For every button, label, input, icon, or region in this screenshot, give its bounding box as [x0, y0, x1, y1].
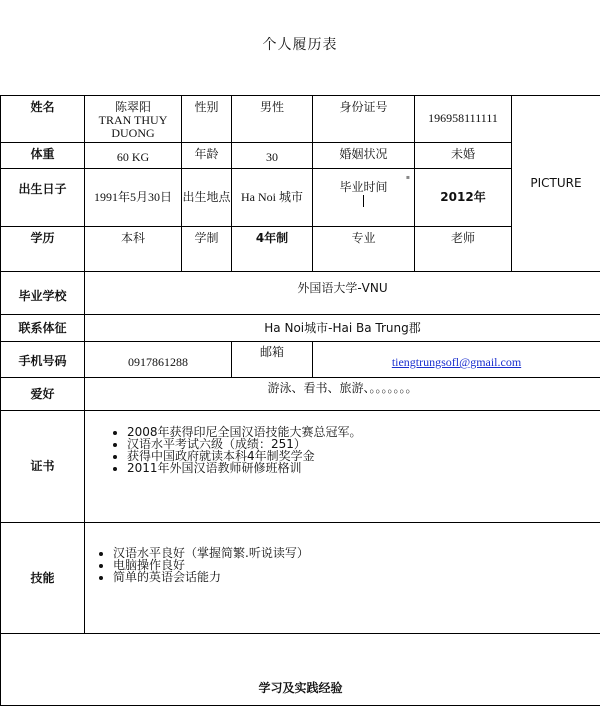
school-label: 毕业学校 [1, 272, 85, 315]
weight-label: 体重 [1, 143, 85, 169]
email-value[interactable] [313, 342, 600, 378]
id-value: 196958111111 [415, 96, 512, 143]
skills-list-cell [85, 523, 600, 634]
birthplace-value: Ha Noi 城市 [232, 169, 313, 227]
address-label: 联系体征 [1, 315, 85, 342]
page-title: 个人履历表 [0, 34, 600, 54]
name-value: 陈翠阳 TRAN THUY DUONG [85, 96, 182, 143]
resume-table [0, 95, 600, 706]
certificates-list-cell [85, 411, 600, 523]
school-value: 外国语大学-VNU [85, 272, 600, 315]
skills-list [85, 547, 600, 583]
certificates-label: 证书 [1, 411, 85, 523]
system-value: 4年制 [232, 227, 313, 272]
list-item: • 汉语水平良好（掌握简繁.听说读写） [113, 547, 600, 559]
phone-value: 0917861288 [85, 342, 232, 378]
education-value: 本科 [85, 227, 182, 272]
age-label: 年龄 [182, 143, 232, 169]
hobby-value: 游泳、看书、旅游、。。。。。。。 [85, 378, 600, 411]
phone-label: 手机号码 [1, 342, 85, 378]
marital-label: 婚姻状况 [313, 143, 415, 169]
cell-handle-icon[interactable]: ▪ [406, 171, 410, 184]
gender-value: 男性 [232, 96, 313, 143]
certificates-list [85, 426, 600, 474]
graduation-label: ▪ 毕业时间 [313, 169, 415, 227]
system-label: 学制 [182, 227, 232, 272]
name-label: 姓名 [1, 96, 85, 143]
weight-value: 60 KG [85, 143, 182, 169]
list-item: • 2008年获得印尼全国汉语技能大赛总冠军。 [127, 426, 600, 438]
address-value: Ha Noi城市-Hai Ba Trung郡 [85, 315, 600, 342]
email-link[interactable]: tiengtrungsofl@gmail.com [392, 355, 521, 369]
gender-label: 性别 [182, 96, 232, 143]
education-label: 学历 [1, 227, 85, 272]
hobby-label: 爱好 [1, 378, 85, 411]
list-item: • 2011年外国汉语教师研修班格训 [127, 462, 600, 474]
major-label: 专业 [313, 227, 415, 272]
list-item: • 汉语水平考试六级（成绩：251） [127, 438, 600, 450]
photo-placeholder: PICTURE [512, 96, 600, 272]
text-cursor [363, 195, 364, 207]
list-item: • 获得中国政府就读本科4年制奖学金 [127, 450, 600, 462]
list-item: • 简单的英语会话能力 [113, 571, 600, 583]
birthday-label: 出生日子 [1, 169, 85, 227]
graduation-value: 2012年 [415, 169, 512, 227]
marital-value: 未婚 [415, 143, 512, 169]
skills-label: 技能 [1, 523, 85, 634]
list-item: • 电脑操作良好 [113, 559, 600, 571]
birthday-value: 1991年5月30日 [85, 169, 182, 227]
experience-title: 学习及实践经验 [1, 634, 600, 706]
id-label: 身份证号 [313, 96, 415, 143]
major-value: 老师 [415, 227, 512, 272]
birthplace-label: 出生地点 [182, 169, 232, 227]
email-label: 邮箱 [232, 342, 313, 378]
age-value: 30 [232, 143, 313, 169]
